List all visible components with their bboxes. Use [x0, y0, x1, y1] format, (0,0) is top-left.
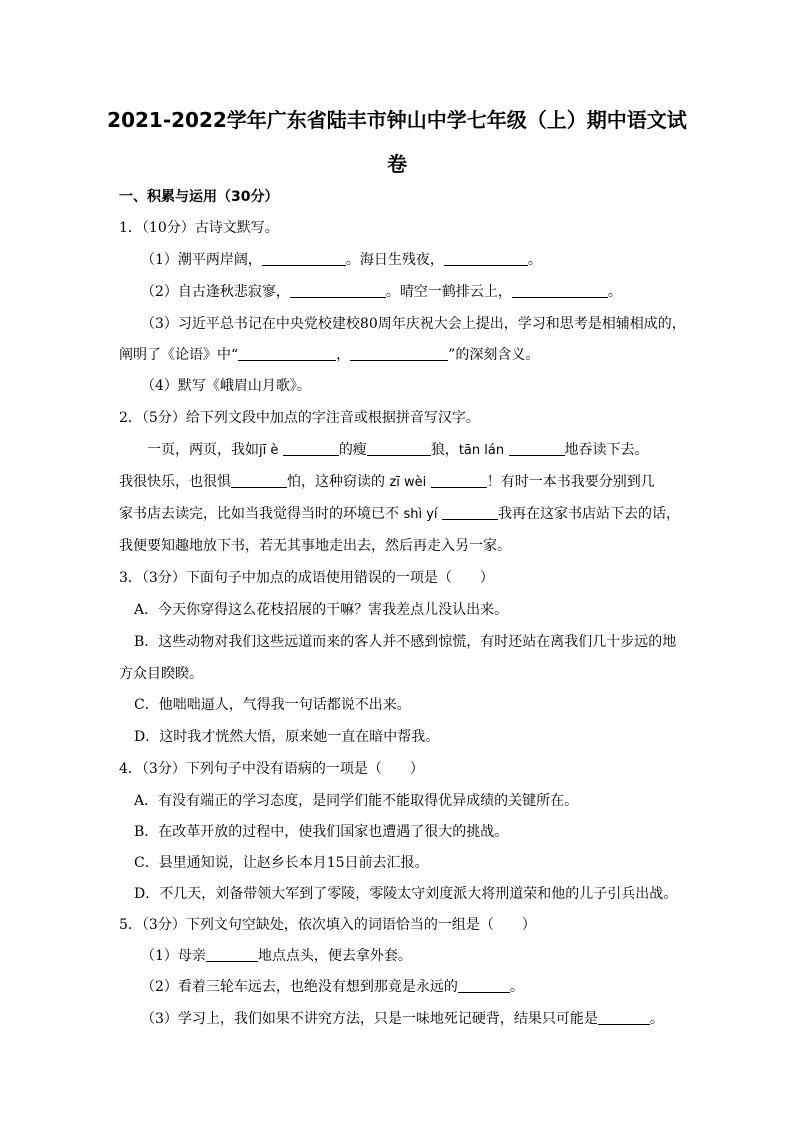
- q4-option-b: B．在改革开放的过程中，使我们国家也遭遇了很大的挑战。: [134, 824, 509, 840]
- answer-blank: [512, 283, 608, 298]
- answer-blank: [262, 251, 346, 266]
- q1-part3-line2: [119, 344, 539, 364]
- answer-blank: [598, 1010, 650, 1025]
- q5-text: 。: [649, 1011, 664, 1027]
- q5-text: 地点点头，便去拿外套。: [257, 948, 412, 964]
- answer-blank: [431, 473, 487, 488]
- q2-text: 我再在这家书店站下去的话，: [497, 506, 680, 522]
- q1-part3-text-b: 阐明了《论语》中“: [119, 347, 239, 363]
- section-heading: 一、积累与运用（30分）: [119, 189, 279, 205]
- answer-blank: [206, 947, 258, 962]
- q1-part1-text-a: （1）潮平两岸阔，: [141, 252, 262, 268]
- pinyin: jī è: [259, 443, 279, 458]
- q5-part3: [141, 1008, 664, 1028]
- q2-passage-line1: [147, 439, 649, 459]
- pinyin: tān lán: [458, 443, 505, 458]
- answer-blank: [458, 978, 510, 993]
- q5-text: （1）母亲: [141, 948, 206, 964]
- answer-blank: [444, 251, 528, 266]
- q2-stem: 2．（5分）给下列文段中加点的字注音或根据拼音写汉字。: [119, 410, 480, 426]
- q4-option-a: A．有没有端正的学习态度，是同学们能不能取得优异成绩的关键所在。: [134, 793, 579, 809]
- q3-option-d: D．这时我才恍然大悟，原来她一直在暗中帮我。: [134, 729, 440, 745]
- answer-blank: [231, 473, 287, 488]
- q2-text: 狼，: [430, 442, 459, 458]
- q2-passage-line4: 我便要知趣地放下书，若无其事地走出去，然后再走入另一家。: [119, 538, 511, 554]
- q1-part4: （4）默写《峨眉山月歌》。: [141, 378, 311, 394]
- q4-option-d: D．不几天，刘备带领大军到了零陵，零陵太守刘度派大将刑道荣和他的儿子引兵出战。: [134, 886, 678, 902]
- q1-part3-text-d: ”的深刻含义。: [448, 347, 540, 363]
- q5-part1: [141, 945, 412, 965]
- q2-text: 我很快乐，也很惧: [119, 474, 231, 490]
- q3-option-b-line1: B．这些动物对我们这些远道而来的客人并不感到惊慌，有时还站在离我们几十步远的地: [134, 634, 677, 650]
- title-line-2: 卷: [387, 152, 407, 176]
- q2-text: 怕，这种窃读的: [287, 474, 385, 490]
- q1-part1: [141, 249, 542, 269]
- q4-stem: 4．（3分）下列句子中没有语病的一项是（ ）: [119, 761, 424, 777]
- answer-blank: [509, 441, 565, 456]
- q5-text: 。: [509, 979, 524, 995]
- q5-part2: [141, 976, 524, 996]
- q4-option-c: C．县里通知说，让赵乡长本月15日前去汇报。: [134, 855, 429, 871]
- q1-stem: 1．（10分）古诗文默写。: [119, 220, 279, 236]
- q3-stem: 3．（3分）下面句子中加点的成语使用错误的一项是（ ）: [119, 570, 494, 586]
- q1-part3-text-c: ，: [336, 347, 351, 363]
- q1-part3-line1: （3）习近平总书记在中央党校建校80周年庆祝大会上提出，学习和思考是相辅相成的，: [141, 316, 686, 332]
- answer-blank: [367, 441, 431, 456]
- pinyin: shì yí: [403, 507, 438, 522]
- q1-part2-text-c: 。: [607, 284, 622, 300]
- q2-text: ！有时一本书我要分别到几: [486, 474, 655, 490]
- q3-option-c: C．他咄咄逼人，气得我一句话都说不出来。: [134, 697, 411, 713]
- pinyin: zī wèi: [389, 475, 427, 490]
- title-line-1: 2021-2022学年广东省陆丰市钟山中学七年级（上）期中语文试: [107, 108, 687, 132]
- exam-title: [100, 98, 694, 186]
- answer-blank: [283, 441, 339, 456]
- q1-part2-text-a: （2）自古逢秋悲寂寥，: [141, 284, 290, 300]
- q2-text: 家书店去读完，比如当我觉得当时的环境已不: [119, 506, 399, 522]
- q1-part1-text-b: 。海日生残夜，: [345, 252, 444, 268]
- answer-blank: [350, 346, 448, 361]
- q2-text: 一页，两页，我如: [147, 442, 259, 458]
- q5-stem: 5．（3分）下列文句空缺处，依次填入的词语恰当的一组是（ ）: [119, 917, 536, 933]
- q1-part1-text-c: 。: [527, 252, 542, 268]
- q3-option-a: A．今天你穿得这么花枝招展的干嘛？害我差点儿没认出来。: [134, 602, 509, 618]
- q2-passage-line2: [119, 471, 655, 491]
- q2-text: 的瘦: [338, 442, 367, 458]
- answer-blank: [442, 505, 498, 520]
- q5-text: （2）看着三轮车远去，也绝没有想到那竟是永远的: [141, 979, 458, 995]
- q5-text: （3）学习上，我们如果不讲究方法，只是一味地死记硬背，结果只可能是: [141, 1011, 598, 1027]
- q1-part2: [141, 281, 622, 301]
- answer-blank: [238, 346, 336, 361]
- q2-text: 地吞读下去。: [564, 442, 649, 458]
- q2-passage-line3: [119, 503, 680, 523]
- q1-part2-text-b: 。晴空一鹤排云上，: [385, 284, 512, 300]
- answer-blank: [290, 283, 386, 298]
- q3-option-b-line2: 方众目睽睽。: [119, 666, 203, 682]
